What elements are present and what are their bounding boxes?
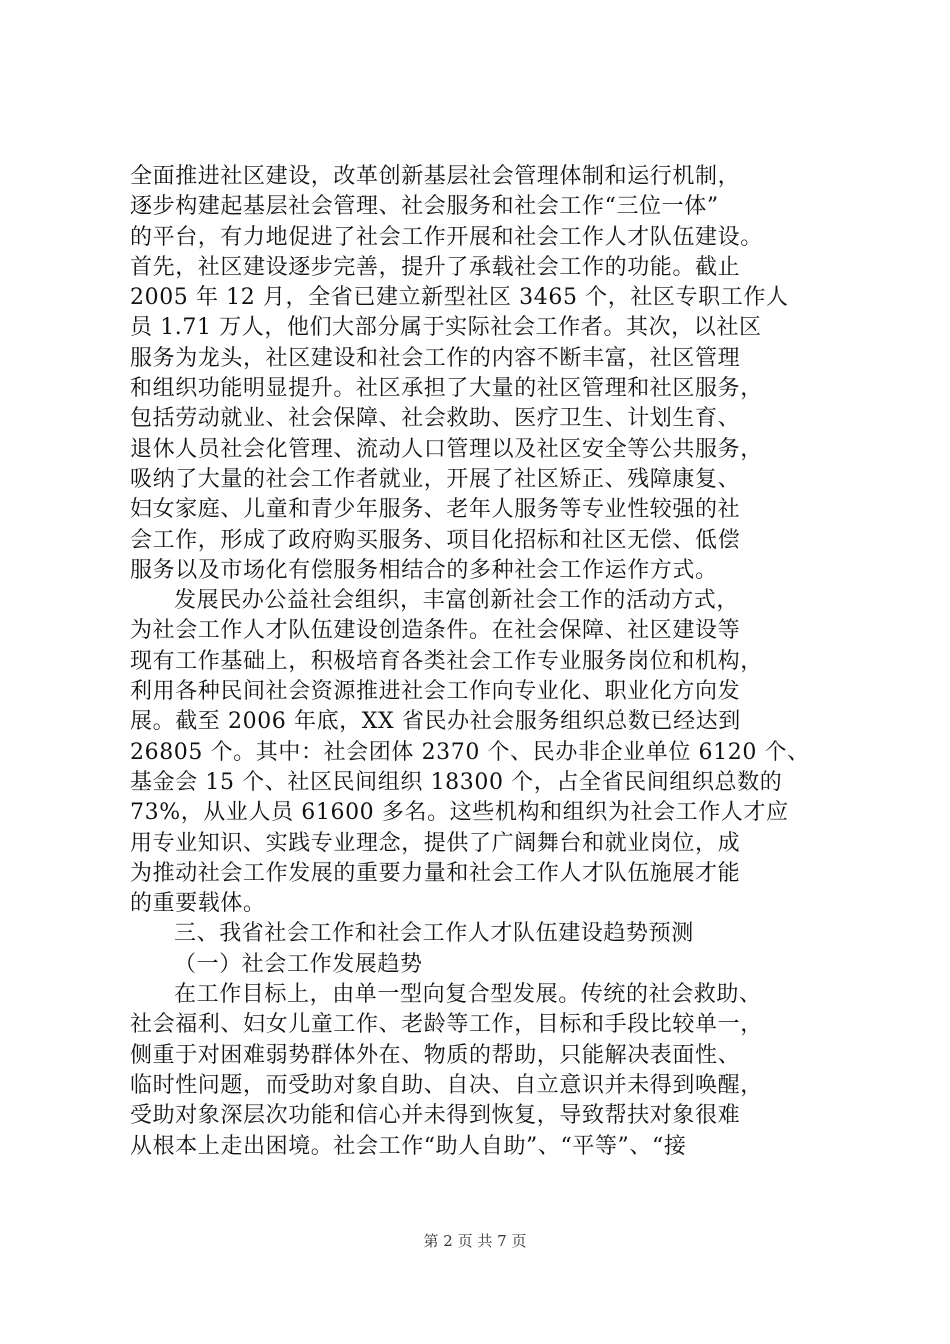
- text-line: 基金会 15 个、社区民间组织 18300 个，占全省民间组织总数的: [130, 769, 783, 795]
- text-line: 社会福利、妇女儿童工作、老龄等工作，目标和手段比较单一，: [130, 1012, 763, 1038]
- text-line: 2005 年 12 月，全省已建立新型社区 3465 个，社区专职工作人: [130, 285, 789, 311]
- text-line: 服务以及市场化有偿服务相结合的多种社会工作运作方式。: [130, 557, 718, 583]
- text-line: 受助对象深层次功能和信心并未得到恢复，导致帮扶对象很难: [130, 1103, 741, 1129]
- text-line: 全面推进社区建设，改革创新基层社会管理体制和运行机制，: [130, 164, 741, 189]
- text-line: 在工作目标上，由单一型向复合型发展。传统的社会救助、: [174, 982, 762, 1008]
- text-line: 发展民办公益社会组织，丰富创新社会工作的活动方式，: [174, 588, 740, 614]
- text-line: 员 1.71 万人，他们大部分属于实际社会工作者。其次，以社区: [130, 315, 762, 341]
- text-line: 从根本上走出困境。社会工作“助人自助”、“平等”、“接: [130, 1133, 687, 1159]
- text-line: 利用各种民间社会资源推进社会工作向专业化、职业化方向发: [130, 679, 741, 705]
- page-footer: 第 2 页 共 7 页: [423, 1232, 527, 1250]
- text-line: 73%，从业人员 61600 多名。这些机构和组织为社会工作人才应: [130, 800, 789, 826]
- text-line: 现有工作基础上，积极培育各类社会工作专业服务岗位和机构，: [130, 648, 763, 674]
- text-line: 展。截至 2006 年底，XX 省民办社会服务组织总数已经达到: [130, 709, 741, 735]
- text-line: 逐步构建起基层社会管理、社会服务和社会工作“三位一体”: [130, 194, 719, 220]
- text-line: 吸纳了大量的社会工作者就业，开展了社区矫正、残障康复、: [130, 466, 741, 492]
- text-line: 为社会工作人才队伍建设创造条件。在社会保障、社区建设等: [130, 618, 741, 644]
- body-text: [130, 162, 830, 1162]
- text-line: 的平台，有力地促进了社会工作开展和社会工作人才队伍建设。: [130, 224, 763, 250]
- text-line: 和组织功能明显提升。社区承担了大量的社区管理和社区服务，: [130, 376, 763, 402]
- text-line: 26805 个。其中：社会团体 2370 个、民办非企业单位 6120 个、: [130, 739, 810, 765]
- text-line: 首先，社区建设逐步完善，提升了承载社会工作的功能。截止: [130, 254, 741, 280]
- text-line: 的重要载体。: [130, 891, 266, 917]
- text-line: 三、我省社会工作和社会工作人才队伍建设趋势预测: [174, 921, 694, 947]
- text-line: 为推动社会工作发展的重要力量和社会工作人才队伍施展才能: [130, 860, 741, 886]
- text-line: 服务为龙头，社区建设和社会工作的内容不断丰富，社区管理: [130, 345, 741, 371]
- text-line: 会工作，形成了政府购买服务、项目化招标和社区无偿、低偿: [130, 527, 741, 553]
- text-line: 侧重于对困难弱势群体外在、物质的帮助，只能解决表面性、: [130, 1042, 741, 1068]
- text-line: 用专业知识、实践专业理念，提供了广阔舞台和就业岗位，成: [130, 830, 741, 856]
- text-line: 包括劳动就业、社会保障、社会救助、医疗卫生、计划生育、: [130, 406, 741, 432]
- text-line: 退休人员社会化管理、流动人口管理以及社区安全等公共服务，: [130, 436, 763, 462]
- text-line: （一）社会工作发展趋势: [174, 951, 423, 977]
- text-line: 妇女家庭、儿童和青少年服务、老年人服务等专业性较强的社: [130, 497, 741, 523]
- text-line: 临时性问题，而受助对象自助、自决、自立意识并未得到唤醒，: [130, 1072, 763, 1098]
